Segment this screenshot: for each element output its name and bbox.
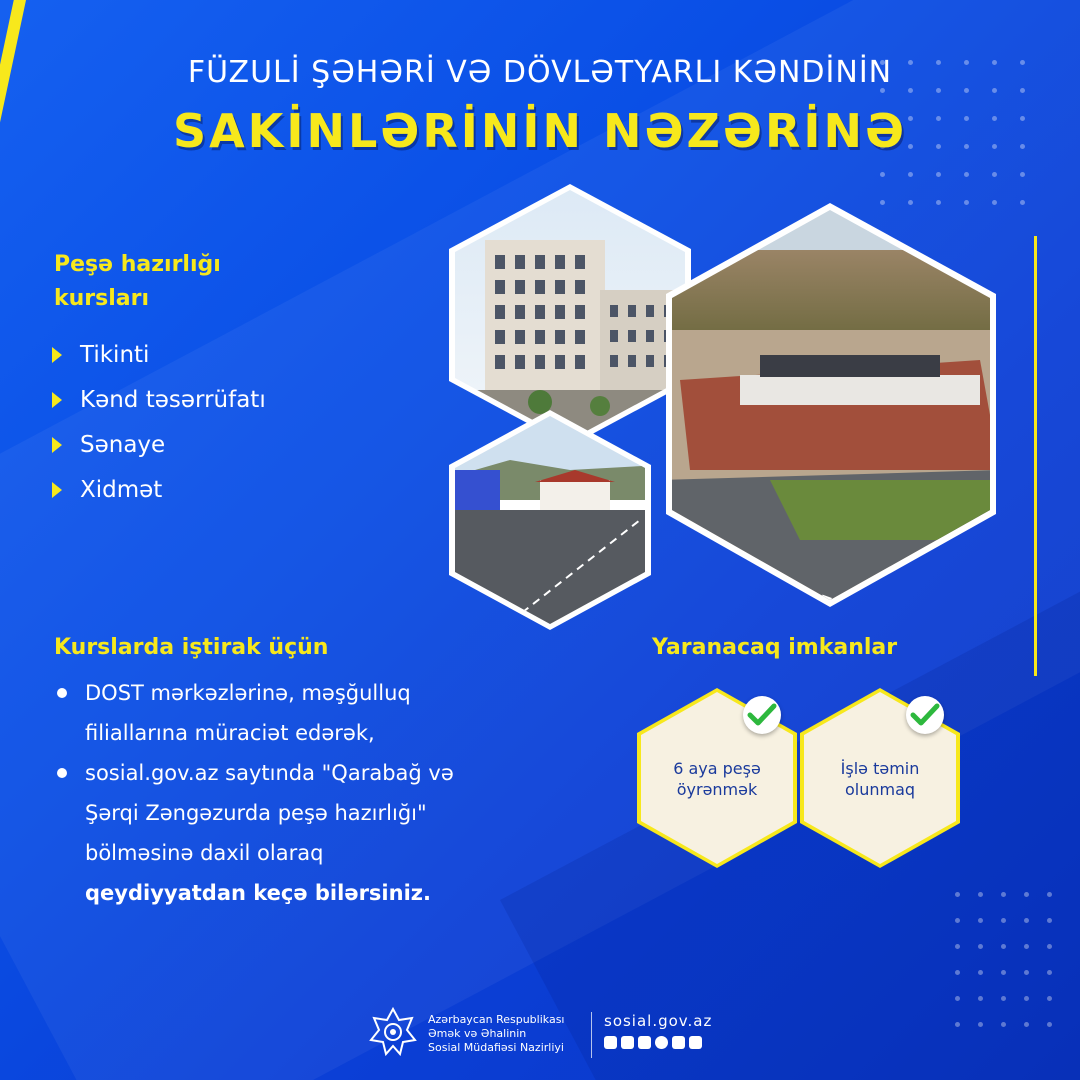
list-item: [52, 467, 266, 512]
ministry-name-line: Sosial Müdafiəsi Nazirliyi: [428, 1041, 564, 1054]
triangle-bullet-icon: [52, 347, 62, 363]
card-text-line: 6 aya peşə: [673, 759, 761, 778]
title-line-2: SAKİNLƏRİNİN NƏZƏRİNƏ: [172, 104, 908, 158]
yellow-vertical-line: [1034, 236, 1037, 676]
course-label: Tikinti: [80, 341, 150, 368]
photo-building: [440, 180, 700, 450]
x-icon[interactable]: [655, 1036, 668, 1049]
footer-divider: [591, 1012, 592, 1058]
ministry-name: [428, 1013, 564, 1055]
card-text: [804, 758, 956, 800]
check-icon: [743, 696, 781, 734]
triangle-bullet-icon: [52, 437, 62, 453]
triangle-bullet-icon: [52, 392, 62, 408]
ministry-logo-icon: [367, 1006, 419, 1058]
ministry-name-line: Azərbaycan Respublikası: [428, 1013, 565, 1026]
participation-text: DOST mərkəzlərinə, məşğulluq: [85, 681, 411, 705]
card-text: [641, 758, 793, 800]
list-item: [52, 422, 266, 467]
check-icon: [906, 696, 944, 734]
course-list: [52, 332, 266, 512]
participation-emphasis: qeydiyyatdan keçə bilərsiniz.: [85, 881, 431, 905]
participation-heading: Kurslarda iştirak üçün: [54, 635, 329, 660]
linkedin-icon[interactable]: [689, 1036, 702, 1049]
courses-heading-line-2: kursları: [54, 286, 150, 311]
facebook-icon[interactable]: [604, 1036, 617, 1049]
courses-heading: [54, 248, 221, 316]
list-item: [52, 332, 266, 377]
photo-collage: [440, 180, 1000, 630]
list-item: [55, 753, 535, 913]
course-label: Sənaye: [80, 431, 166, 458]
courses-heading-line-1: Peşə hazırlığı: [54, 252, 221, 277]
participation-text: filiallarına müraciət edərək,: [85, 721, 375, 745]
photo-street: [440, 410, 660, 630]
youtube-icon[interactable]: [672, 1036, 685, 1049]
website-link[interactable]: sosial.gov.az: [604, 1012, 713, 1030]
social-icons: [604, 1036, 702, 1049]
participation-text: Şərqi Zəngəzurda peşə hazırlığı": [85, 801, 427, 825]
list-item: [52, 377, 266, 422]
card-text-line: olunmaq: [844, 780, 916, 799]
participation-text: bölməsinə daxil olaraq: [85, 841, 324, 865]
participation-text: sosial.gov.az saytında "Qarabağ və: [85, 761, 454, 785]
list-item: [55, 673, 535, 753]
card-text-line: İşlə təmin: [840, 759, 920, 778]
title-line-1: FÜZULİ ŞƏHƏRİ VƏ DÖVLƏTYARLI KƏNDİNİN: [187, 55, 893, 90]
card-text-line: öyrənmək: [676, 780, 758, 799]
course-label: Xidmət: [80, 476, 163, 503]
telegram-icon[interactable]: [638, 1036, 651, 1049]
photo-campus: [660, 200, 1000, 620]
opportunities-heading: Yaranacaq imkanlar: [652, 635, 898, 660]
dot-grid-bottom-right: [955, 892, 1065, 1052]
participation-list: [55, 673, 535, 913]
course-label: Kənd təsərrüfatı: [80, 386, 266, 413]
instagram-icon[interactable]: [621, 1036, 634, 1049]
ministry-name-line: Əmək və Əhalinin: [428, 1027, 527, 1040]
triangle-bullet-icon: [52, 482, 62, 498]
